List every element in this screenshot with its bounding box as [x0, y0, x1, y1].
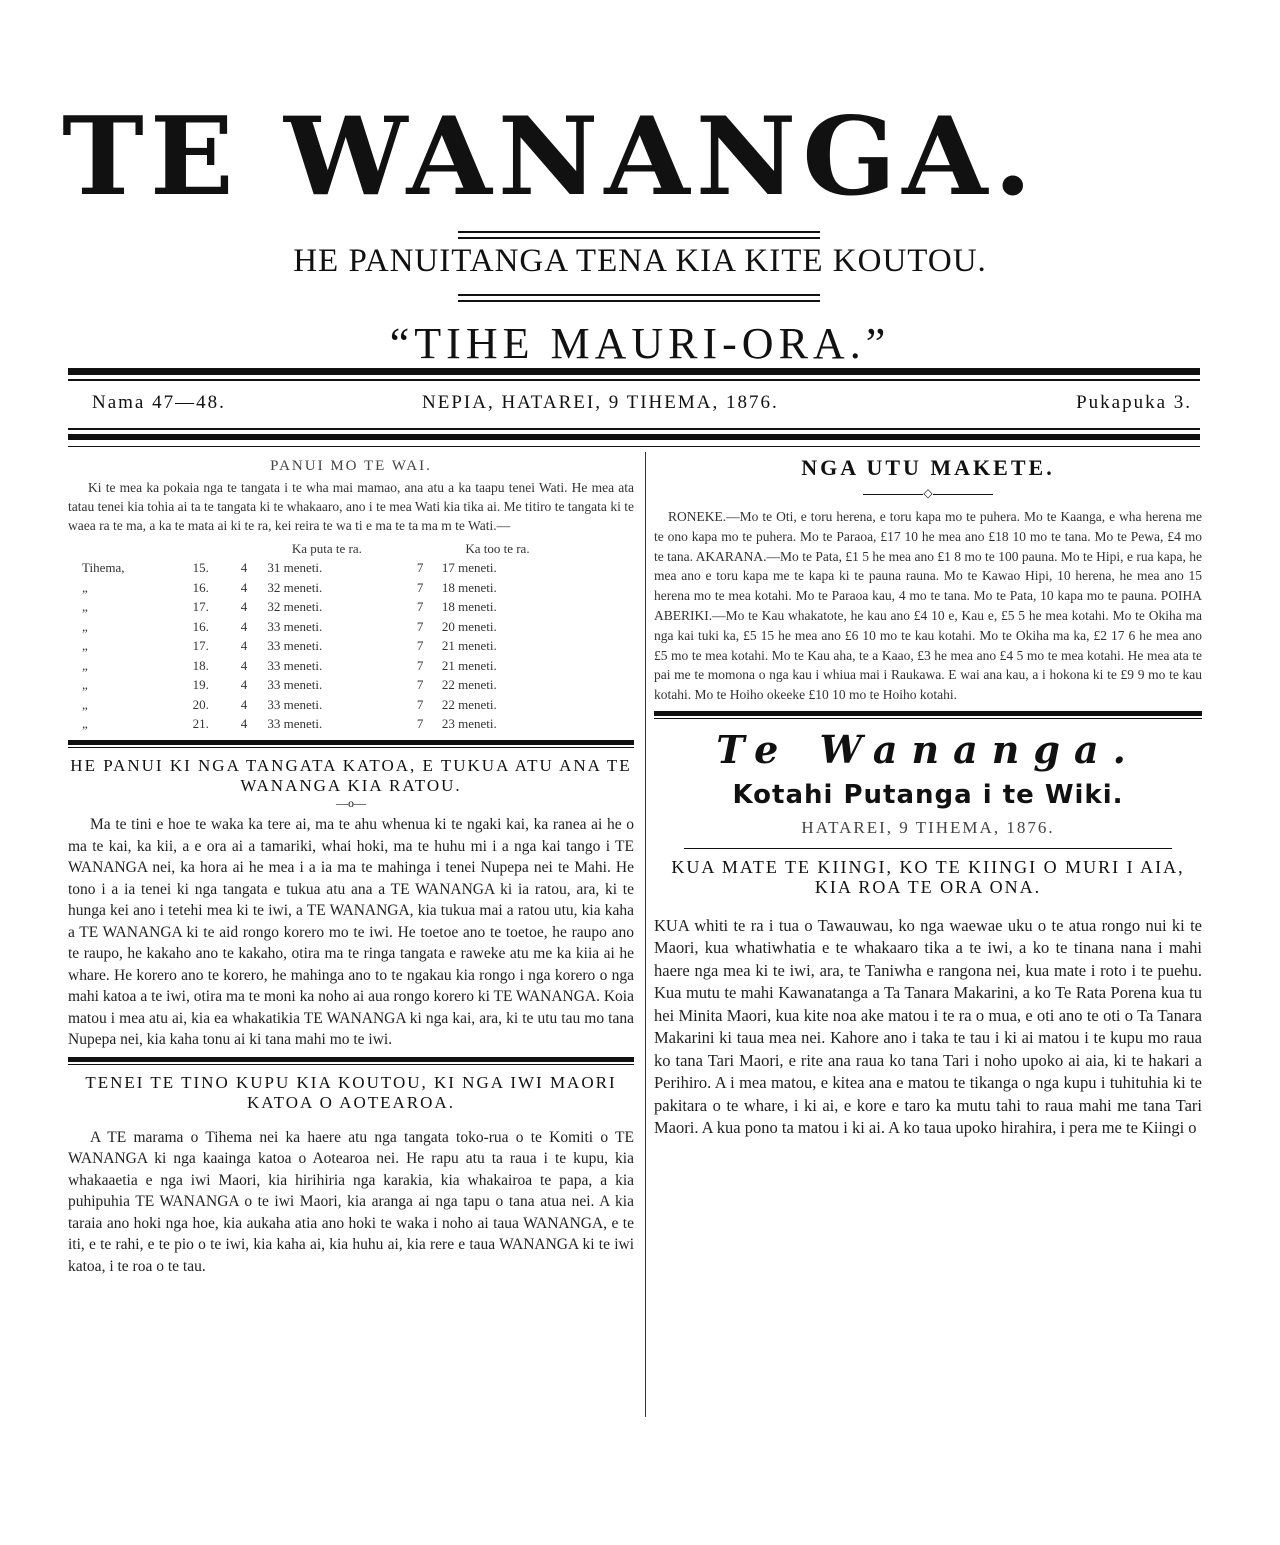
- date-rule: [684, 848, 1172, 849]
- issue-volume: Pukapuka 3.: [1076, 392, 1192, 413]
- left-column: [68, 456, 634, 1277]
- diamond-rule: ◇: [654, 486, 1202, 501]
- tides-title: PANUI MO TE WAI.: [270, 458, 432, 474]
- tides-cell-in-hour: 7: [416, 618, 424, 634]
- tides-cell-out-hour: 4: [240, 677, 248, 693]
- right-column: [654, 456, 1202, 1140]
- section-rule: [654, 711, 1202, 716]
- tides-cell-in-minutes: 23 meneti.: [441, 716, 497, 732]
- issue-info-line: [92, 392, 1192, 422]
- tides-cell-out-hour: 4: [240, 657, 248, 673]
- tides-cell-out-hour: 4: [240, 599, 248, 615]
- paper-head-section: [654, 727, 1202, 849]
- tides-cell-out-minutes: 33 meneti.: [267, 657, 323, 673]
- tides-cell-month: „: [82, 677, 88, 693]
- tides-cell-in-hour: 7: [416, 677, 424, 693]
- tides-row: [80, 617, 580, 637]
- tides-section: [68, 456, 634, 734]
- tides-cell-day: 16.: [192, 579, 209, 595]
- true-word-title: TENEI TE TINO KUPU KIA KOUTOU, KI NGA IWI MAORI KATOA O AOTEAROA.: [85, 1072, 617, 1112]
- tides-header-row: [80, 539, 580, 559]
- thin-rule-bottom: [68, 428, 1200, 430]
- notice-all-section: [68, 756, 634, 1051]
- issue-date-heading: HATAREI, 9 TIHEMA, 1876.: [801, 817, 1055, 837]
- issue-place-date: NEPIA, HATAREI, 9 TIHEMA, 1876.: [422, 392, 779, 413]
- tides-cell-month: „: [82, 599, 88, 615]
- tides-cell-in-hour: 7: [416, 599, 424, 615]
- tides-intro: Ki te mea ka pokaia nga te tangata i te wha mai mamao, ana atu a ka taapu tenei Wati. He mea ata tatau tenei kia tohia ai ta te tangata ki te whakaaro, ano i te mea Wati kia tika ai. Me titiro te tangata ki te waea ra te ma, a ka te mata ai ki te ra, kei reira te wa ti e ma te ta ma m te Wati.—: [68, 480, 634, 533]
- tides-cell-out-minutes: 33 meneti.: [267, 677, 323, 693]
- tides-cell-in-hour: 7: [416, 560, 424, 576]
- tides-row: [80, 598, 580, 618]
- tides-cell-out-minutes: 33 meneti.: [267, 638, 323, 654]
- tides-cell-in-minutes: 21 meneti.: [441, 657, 497, 673]
- tides-cell-out-hour: 4: [240, 579, 248, 595]
- section-rule-thin: [68, 747, 634, 748]
- tides-cell-out-hour: 4: [240, 638, 248, 654]
- tides-cell-month: „: [82, 657, 88, 673]
- section-rule: [68, 740, 634, 745]
- tides-cell-month: „: [82, 716, 88, 732]
- tides-col-out: Ka puta te ra.: [291, 540, 362, 556]
- tides-cell-day: 18.: [192, 657, 209, 673]
- tides-cell-in-minutes: 18 meneti.: [441, 599, 497, 615]
- tides-row: [80, 637, 580, 657]
- tides-row: [80, 656, 580, 676]
- tides-cell-day: 16.: [192, 618, 209, 634]
- true-word-body: A TE marama o Tihema nei ka haere atu nga tangata toko-rua o te Komiti o TE WANANGA ki nga kaainga katoa o Aotearoa nei. He rapu atu ta raua i te kupu, kia whakaaetia e nga iwi Maori, kia hirihiria nga karakia, kia whakairoa te papa, a kia puhipuhia TE WANANGA o te iwi Maori, kia aranga ai nga tapu o tana atua nei. A kia taraia ano hoki nga hoe, kia aukaha atia ano hoki te waka i noho ai taua WANANGA, e te iti, e te rahi, e te pio o te iwi, kia kaha ai, kia huhu ai, kia rere e taua WANANGA ki te iwi katoa, i te roa o te tau.: [68, 1128, 634, 1275]
- tides-row: [80, 578, 580, 598]
- tides-cell-in-hour: 7: [416, 696, 424, 712]
- king-article-body: KUA whiti te ra i tua o Tawauwau, ko nga waewae uku o te atua rongo nui ki te Maori, kua whatiwhatia e te whakaaro tika a te iwi, a ko te tinana nana i mahi haere nga mea ki te iwi, ara, te Taniwha e rangona nei, kua mate i roto i te puehu. Kua mutu te mahi Kawanatanga a Ta Tanara Makarini, a ko Te Rata Porena kua tu hei Minita Maori, kua kite noa ake matou i te ra o mua, e oti ano te oti o Ta Tanara Makarini ki taua mea nei. Kahore ano i taka te tau i ki ai matou i te kupu mo raua ko tana Tari Maori, e rite ana raua ko tana Tari i noho upoko ai aia, ki te hakari a Perihiro. A i mea matou, e kitea ana e matou te tikanga o nga kupu i tuhituhia ki te pakitara o te whare, i ki ai, e kore e taro ka mutu tahi to raua mahi me tana Tari Maori. A kua pono ta matou i ki ai. A ko taua upoko hirahira, i pera me te Kiingi o: [654, 915, 1202, 1138]
- weekly-subtitle: Kotahi Putanga i te Wiki.: [732, 779, 1124, 810]
- tides-cell-in-minutes: 21 meneti.: [441, 638, 497, 654]
- tides-cell-day: 20.: [192, 696, 209, 712]
- masthead-title: TE WANANGA.: [62, 93, 1038, 220]
- king-article-section: [654, 857, 1202, 1140]
- masthead-subtitle: HE PANUITANGA TENA KIA KITE KOUTOU.: [293, 243, 987, 279]
- tides-cell-out-minutes: 33 meneti.: [267, 618, 323, 634]
- tides-row: [80, 695, 580, 715]
- tides-col-in: Ka too te ra.: [465, 540, 530, 556]
- tides-cell-out-hour: 4: [240, 618, 248, 634]
- notice-all-title: HE PANUI KI NGA TANGATA KATOA, E TUKUA ATU ANA TE WANANGA KIA RATOU.: [70, 756, 632, 795]
- tides-cell-out-hour: 4: [240, 696, 248, 712]
- ornament-separator: —o—: [336, 796, 366, 810]
- thin-rule-top: [68, 379, 1200, 381]
- king-article-title: KUA MATE TE KIINGI, KO TE KIINGI O MURI I AIA, KIA ROA TE ORA ONA.: [671, 856, 1185, 897]
- section-rule: [68, 1057, 634, 1062]
- tides-cell-day: 17.: [192, 599, 209, 615]
- issue-number: Nama 47—48.: [92, 392, 226, 413]
- tides-row: [80, 676, 580, 696]
- column-divider: [645, 452, 646, 1417]
- tides-cell-out-hour: 4: [240, 716, 248, 732]
- tides-cell-in-minutes: 17 meneti.: [441, 560, 497, 576]
- tides-row: [80, 559, 580, 579]
- tides-cell-in-minutes: 20 meneti.: [441, 618, 497, 634]
- market-body: RONEKE.—Mo te Oti, e toru herena, e toru kapa mo te puhera. Mo te Kaanga, e wha herena me te ono kapa mo te puhera. Mo te Paraoa, £17 10 he mea ano £18 10 mo te tana. Mo te Pewa, £4 mo te tana. AKARANA.—Mo te Pata, £1 5 he mea ano £1 8 mo te 100 pauna. Mo te Hipi, e rua kapa, he mea ano e toru kapa me te kapa ki te pauna rauna. Mo te Kawao Hipi, 10 herena, he mea ano 15 herena mo te mea kotahi. Mo te Paraoa kau, 4 mo te tana. Mo te Pata, 10 kapa mo te pauna. POIHA ABERIKI.—Mo te Kau whakatote, he kau ano £4 10 e, Kau e, £5 5 he mea kotahi. Mo te Okiha ma nga kai tuki ka, £5 15 he mea ano £6 10 mo te kau kotahi. Mo te Okiha ma ka, £2 17 6 he mea ano £5 mo te mea kotahi. Mo te Kau aha, te a Kaao, £3 he mea ano £4 5 mo te mea kotahi. He mea ata te pai me te momona o nga kau i whiua mai i Raukawa. E wai ana kau, a i hokona ki te £9 9 mo te kau kotahi. Mo te Hoiho okeeke £10 10 mo te Hoiho kotahi.: [654, 509, 1202, 703]
- tides-cell-in-minutes: 22 meneti.: [441, 696, 497, 712]
- masthead-double-rule: [458, 231, 820, 239]
- tides-cell-out-minutes: 33 meneti.: [267, 716, 323, 732]
- market-title: NGA UTU MAKETE.: [801, 455, 1055, 480]
- tides-cell-in-hour: 7: [416, 579, 424, 595]
- tides-cell-in-hour: 7: [416, 638, 424, 654]
- notice-all-body: Ma te tini e hoe te waka ka tere ai, ma te ahu whenua ki te ngaki kai, ka ranea ai he o ma te kai, ka kii, a e ora ai a tamariki, whai hoki, ma te huhu mi i a nga kai tango i TE WANANGA nei, ka hora ai he mea i a ia ma te mahinga i tenei Nupepa nei te Mahi. He tono i a ia tenei ki nga tangata e tukua atu ana a TE WANANGA ki ia ratou, ara, ki te hunga kei ano i tetehi mea ki te iwi, a TE WANANGA, kia tukua mai a ratou utu, kia kaha a TE WANANGA ki te aid rongo korero mo te iwi. He toetoe ano te toetoe, he raupo ano te raupo, he kakaho ano te kakaho, otira ma te ringa tangata e raweke atu me ka kiia ai he whare. He korero ano te korero, he mahinga ano to te ngakau kia rongo i nga korero o nga mahi katoa a te iwi, otira ma te moni ka noho ai aua rongo korero ki TE WANANGA. Koia matou i mea atu ai, kia ea whakatikia TE WANANGA ki nga kai, ara, ki te utu tau mo tana Nupepa nei, kia kaha tonu ai ki tana mahi mo te iwi.: [68, 816, 634, 1048]
- tides-cell-in-minutes: 18 meneti.: [441, 579, 497, 595]
- masthead-motto: “TIHE MAURI-ORA.”: [389, 319, 891, 368]
- tides-cell-day: 19.: [192, 677, 209, 693]
- heavy-rule-top: [68, 368, 1200, 375]
- tides-cell-out-minutes: 32 meneti.: [267, 579, 323, 595]
- tides-cell-out-minutes: 32 meneti.: [267, 599, 323, 615]
- subtitle-double-rule: [458, 294, 820, 302]
- tides-row: [80, 715, 580, 735]
- tides-cell-day: 21.: [192, 716, 209, 732]
- tides-cell-month: „: [82, 618, 88, 634]
- tides-cell-in-hour: 7: [416, 716, 424, 732]
- market-section: [654, 456, 1202, 705]
- tides-cell-month: „: [82, 696, 88, 712]
- true-word-section: [68, 1073, 634, 1278]
- tides-cell-out-minutes: 33 meneti.: [267, 696, 323, 712]
- gothic-title: Te Wananga.: [716, 726, 1140, 772]
- tides-cell-month: Tihema,: [82, 560, 125, 576]
- tides-table: [80, 539, 580, 734]
- section-rule-thin: [654, 718, 1202, 719]
- section-rule-thin: [68, 1064, 634, 1065]
- tides-cell-month: „: [82, 579, 88, 595]
- tides-cell-out-minutes: 31 meneti.: [267, 560, 323, 576]
- tides-cell-day: 17.: [192, 638, 209, 654]
- hairline-rule-bottom: [68, 446, 1200, 447]
- tides-cell-in-minutes: 22 meneti.: [441, 677, 497, 693]
- heavy-rule-bottom: [68, 434, 1200, 440]
- tides-cell-month: „: [82, 638, 88, 654]
- tides-cell-out-hour: 4: [240, 560, 248, 576]
- tides-cell-day: 15.: [192, 560, 209, 576]
- tides-cell-in-hour: 7: [416, 657, 424, 673]
